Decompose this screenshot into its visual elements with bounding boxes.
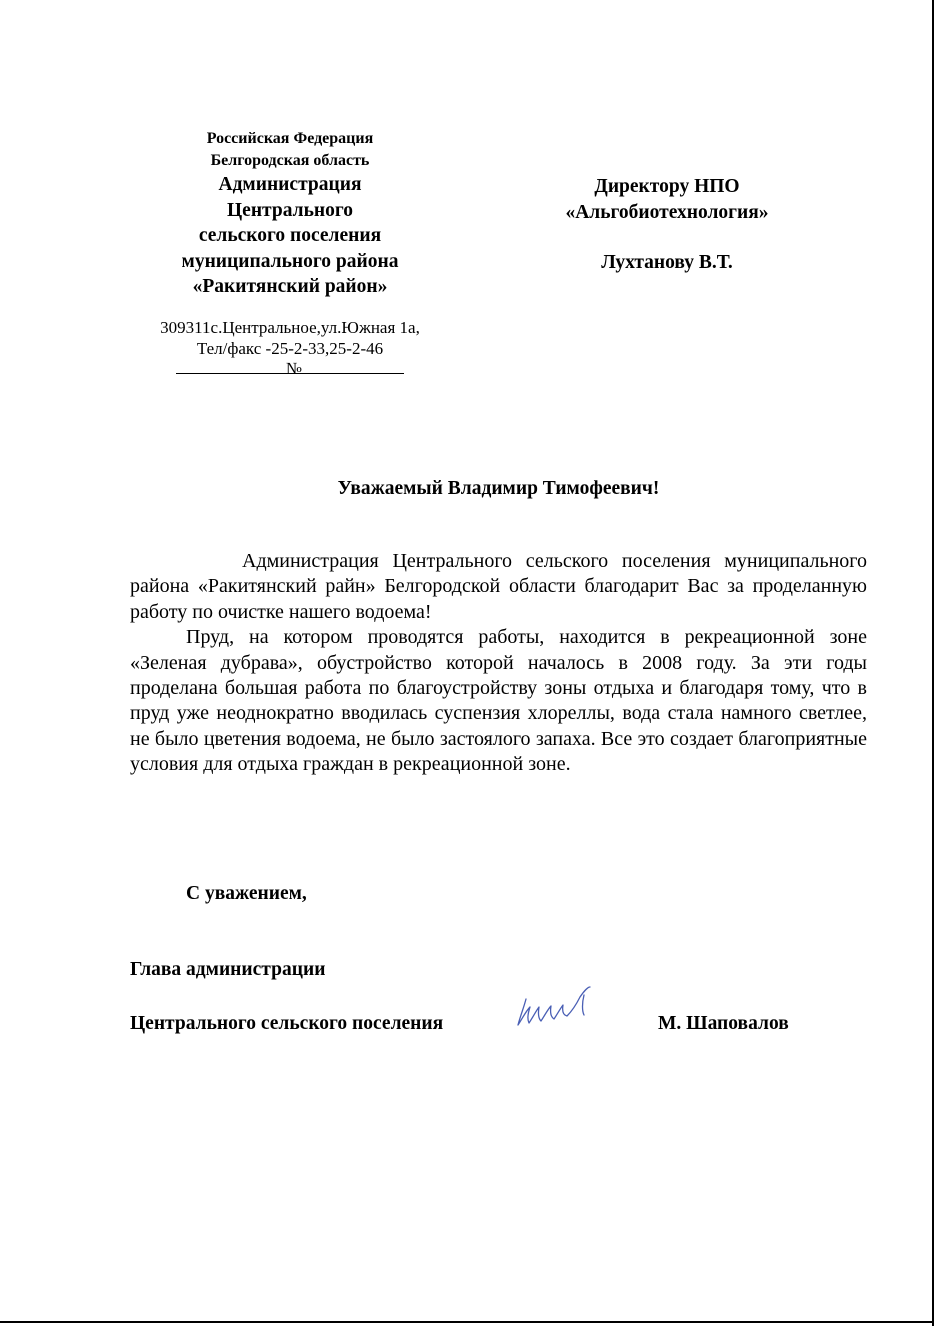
sender-org-line-1: Администрация [218, 174, 362, 195]
recipient-block [530, 174, 804, 276]
closing-phrase: С уважением, [186, 883, 307, 904]
salutation: Уважаемый Владимир Тимофеевич! [337, 478, 660, 499]
body-paragraph-1: Администрация Центрального сельского поселения муниципального района «Ракитянский райн» Белгородской области благодарит Вас за проделанную работу по очистке нашего водоема! [130, 550, 867, 623]
page-border-bottom [0, 1321, 934, 1323]
registration-number-sign: № [285, 358, 303, 378]
recipient-position: Директору НПО [594, 176, 740, 197]
recipient-name: Лухтанову В.Т. [601, 252, 733, 273]
registration-date-blank [176, 359, 286, 374]
signatory-name: М. Шаповалов [658, 1013, 789, 1034]
registration-number-line [130, 359, 450, 379]
recipient-organization: «Альгобиотехнология» [565, 201, 769, 223]
page-border-right [932, 0, 934, 1326]
body-paragraph-2: Пруд, на котором проводятся работы, находится в рекреационной зоне «Зеленая дубрава», обустройство которой началось в 2008 году. За эти годы проделана большая работа по благоустройству зоны отдыха и благодаря тому, что в пруд уже неоднократно вводилась суспензия хлореллы, вода стала намного светлее, не было цветения водоема, не было застоялого запаха. Все это создает благоприятные условия для отдыха граждан в рекреационной зоне. [130, 626, 867, 776]
signature-stroke [518, 987, 590, 1025]
sender-block [130, 128, 450, 379]
sender-address: 309311с.Центральное,ул.Южная 1а, [160, 317, 420, 337]
sender-org-line-2: Центрального [227, 199, 353, 221]
sender-org-line-5: «Ракитянский район» [192, 276, 388, 297]
sender-org-line-4: муниципального района [181, 250, 399, 272]
sender-country: Российская Федерация [206, 130, 374, 147]
sender-org-line-3: сельского поселения [198, 225, 382, 246]
sender-region: Белгородская область [210, 152, 370, 169]
sender-phone: Тел/факс -25-2-33,25-2-46 [196, 338, 384, 358]
signatory-title-line-1: Глава администрации [130, 959, 326, 980]
registration-number-blank [302, 359, 404, 374]
letter-body [130, 549, 867, 778]
signatory-title-line-2: Центрального сельского поселения [130, 1013, 444, 1034]
handwritten-signature [512, 985, 602, 1033]
